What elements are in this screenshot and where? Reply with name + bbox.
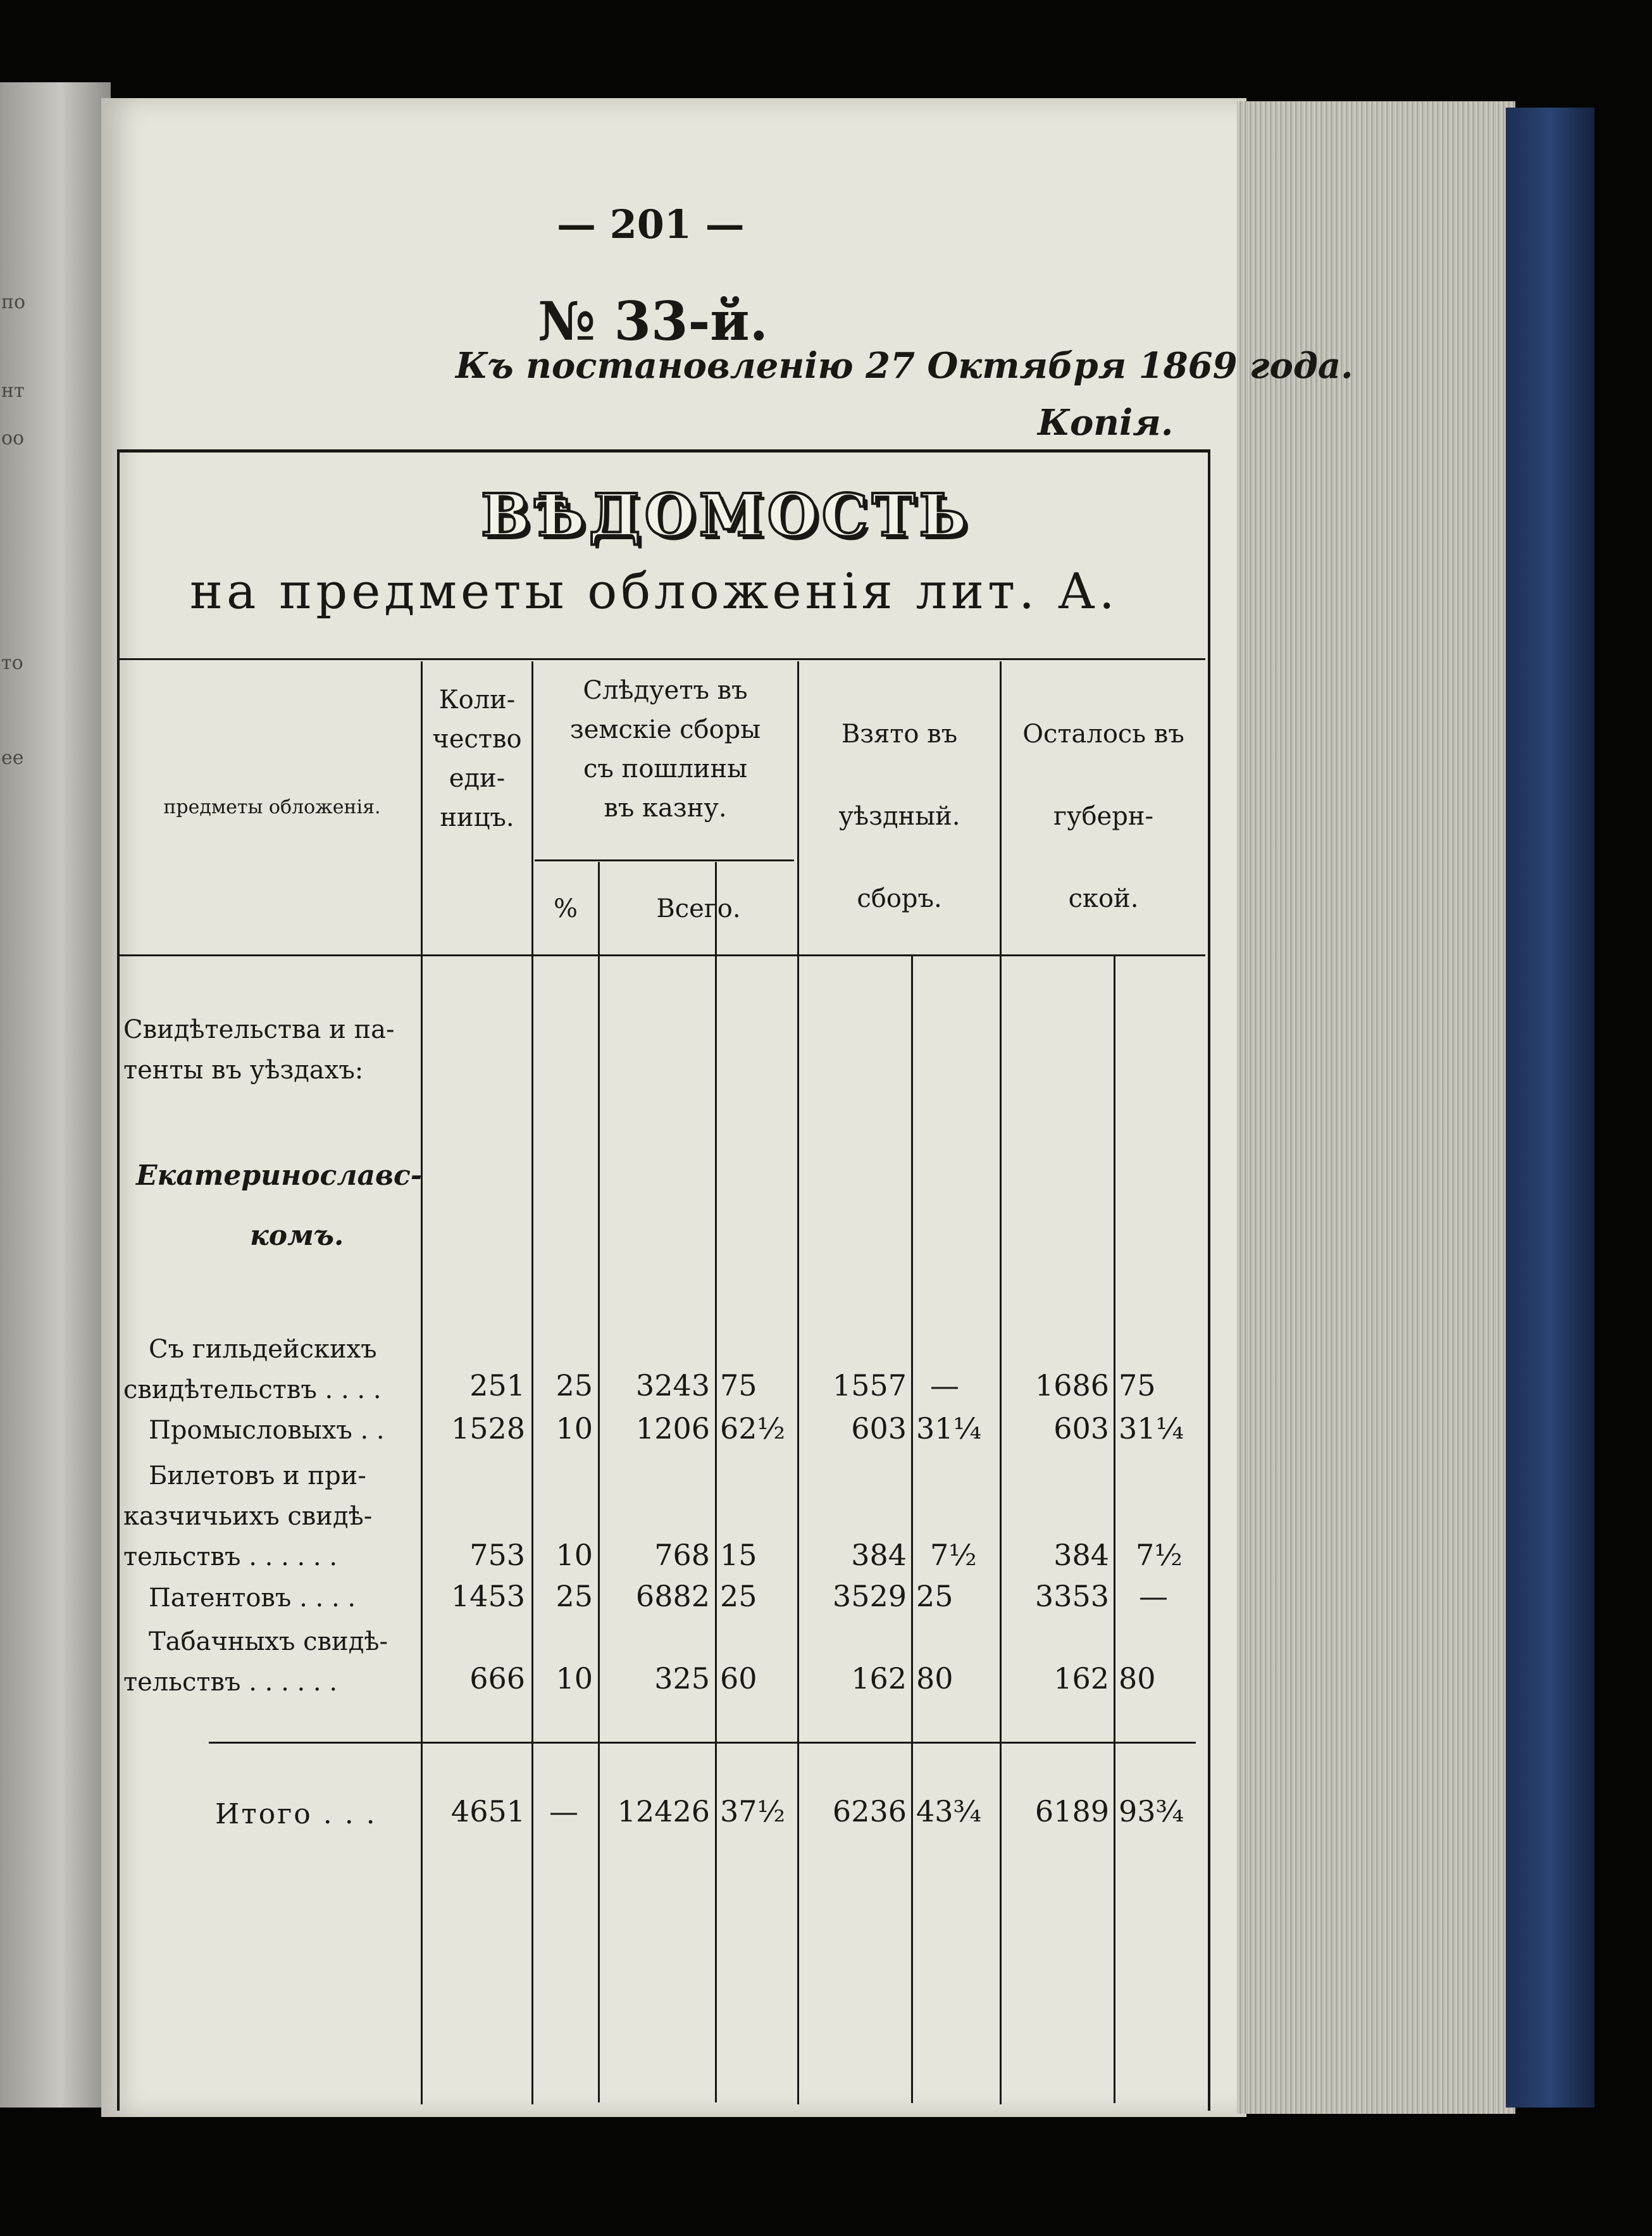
- header-total: Всего.: [656, 894, 741, 923]
- row-label-line: казчичьихъ свидѣ-: [123, 1502, 373, 1531]
- header-remaining: [1002, 693, 1205, 940]
- cell-total: 3243: [635, 1368, 710, 1402]
- cell-pct: 25: [556, 1579, 593, 1613]
- cell-total: 6882: [635, 1579, 710, 1613]
- header-quantity: [423, 680, 531, 837]
- total-taken-k: 43¾: [916, 1794, 982, 1828]
- header-quantity-line: чество: [432, 725, 522, 754]
- cell-qty: 1528: [450, 1411, 525, 1446]
- table-row-label: [123, 1621, 414, 1702]
- cell-pct: 10: [556, 1661, 593, 1696]
- cell-taken: 162: [851, 1661, 907, 1696]
- table-row-label: [149, 1410, 414, 1451]
- section-label-line: Свидѣтельства и па-: [123, 1015, 395, 1044]
- cell-rem: 384: [1053, 1538, 1109, 1572]
- cell-total: 1206: [635, 1411, 710, 1446]
- table-row-label: [123, 1456, 414, 1577]
- header-taken: [799, 693, 1000, 940]
- cell-total-k: 62½: [720, 1411, 786, 1446]
- row-label-line: тельствъ . . . . . .: [123, 1542, 338, 1571]
- header-due-line: съ пошлины: [583, 754, 748, 784]
- page-number: — 201 —: [557, 201, 745, 247]
- header-bottom-rule: [120, 954, 1205, 956]
- header-quantity-line: еди-: [449, 764, 506, 793]
- total-total-k: 37½: [720, 1794, 786, 1828]
- cell-total-k: 75: [720, 1368, 757, 1402]
- totals-label: Итого . . .: [215, 1798, 377, 1830]
- header-remaining-line: ской.: [1068, 884, 1139, 913]
- cell-taken-k: 80: [916, 1661, 953, 1696]
- document-subtitle-2: на предметы обложенія лит. А.: [190, 563, 1119, 620]
- cell-rem: 3353: [1034, 1579, 1109, 1613]
- cell-total-k: 15: [720, 1538, 757, 1572]
- header-top-rule: [120, 658, 1205, 660]
- copy-label: Копія.: [1038, 402, 1174, 444]
- sum-rule: [209, 1742, 1196, 1744]
- col-rule: [715, 862, 717, 2102]
- cell-rem-k: 7½: [1136, 1538, 1183, 1572]
- row-label-line: тельствъ . . . . . .: [123, 1668, 338, 1697]
- header-taken-line: уѣздный.: [838, 802, 960, 831]
- document-number: № 33-й.: [538, 290, 768, 353]
- cell-taken: 1557: [832, 1368, 907, 1402]
- document-subtitle: Къ постановленію 27 Октября 1869 года.: [456, 345, 1353, 387]
- header-due-line: Слѣдуетъ въ: [583, 676, 748, 705]
- total-total: 12426: [617, 1794, 710, 1828]
- cell-rem-k: 80: [1119, 1661, 1156, 1696]
- page-edges: [1237, 101, 1515, 2114]
- left-page-fragment: по: [1, 291, 26, 313]
- district-label-line: комъ.: [250, 1220, 344, 1252]
- cell-rem: 603: [1053, 1411, 1109, 1446]
- cell-qty: 1453: [450, 1579, 525, 1613]
- cell-taken-k: 31¼: [916, 1411, 982, 1446]
- cell-pct: 25: [556, 1368, 593, 1402]
- left-page-fragment: нт: [1, 380, 25, 402]
- row-label-line: Билетовъ и при-: [149, 1461, 366, 1490]
- cell-qty: 753: [469, 1538, 525, 1572]
- cell-taken: 384: [851, 1538, 907, 1572]
- total-taken: 6236: [832, 1794, 907, 1828]
- header-quantity-line: ницъ.: [440, 803, 514, 832]
- col-rule: [421, 661, 423, 2104]
- cell-pct: 10: [556, 1538, 593, 1572]
- cell-taken-k: 7½: [930, 1538, 977, 1572]
- col-rule: [1114, 954, 1115, 2103]
- cell-qty: 251: [469, 1368, 525, 1402]
- cell-rem: 162: [1053, 1661, 1109, 1696]
- header-due: [533, 671, 797, 828]
- col-rule: [598, 862, 600, 2102]
- header-due-line: въ казну.: [604, 794, 727, 823]
- total-rem-k: 93¾: [1119, 1794, 1184, 1828]
- cell-qty: 666: [469, 1661, 525, 1696]
- cell-total-k: 25: [720, 1579, 757, 1613]
- header-taken-line: Взято въ: [841, 720, 958, 749]
- document-title: ВѢДОМОСТЬ: [481, 481, 971, 549]
- cell-rem: 1686: [1034, 1368, 1109, 1402]
- cell-rem-k: —: [1139, 1579, 1168, 1613]
- district-label: [136, 1146, 422, 1266]
- row-label-line: свидѣтельствъ . . . .: [123, 1375, 382, 1404]
- row-label-line: Патентовъ . . . .: [149, 1583, 356, 1613]
- header-percent: %: [553, 894, 578, 923]
- total-qty: 4651: [450, 1794, 525, 1828]
- row-label-line: Табачныхъ свидѣ-: [149, 1627, 388, 1656]
- header-remaining-line: губерн-: [1053, 802, 1154, 831]
- row-label-line: Промысловыхъ . .: [149, 1416, 385, 1445]
- left-page-fragment: оо: [1, 427, 25, 449]
- cell-taken-k: 25: [916, 1579, 953, 1613]
- cell-taken-k: —: [930, 1368, 959, 1402]
- table-row-label: [149, 1578, 414, 1618]
- cell-total: 325: [654, 1661, 710, 1696]
- due-subheader-rule: [535, 859, 794, 861]
- col-rule: [911, 954, 913, 2103]
- col-rule: [531, 661, 533, 2104]
- header-subjects: предметы обложенія.: [163, 796, 381, 818]
- cell-rem-k: 31¼: [1119, 1411, 1184, 1446]
- total-rem: 6189: [1034, 1794, 1109, 1828]
- cell-total: 768: [654, 1538, 710, 1572]
- row-label-line: Съ гильдейскихъ: [149, 1335, 377, 1364]
- left-page-fragment: то: [1, 652, 23, 674]
- book-cover: [1506, 108, 1594, 2108]
- header-remaining-line: Осталось въ: [1022, 720, 1184, 749]
- left-page-fragment: ее: [1, 747, 24, 769]
- total-pct: —: [549, 1794, 578, 1828]
- header-due-line: земскіе сборы: [569, 715, 761, 744]
- cell-taken: 603: [851, 1411, 907, 1446]
- district-label-line: Екатеринославс-: [136, 1159, 423, 1192]
- cell-total-k: 60: [720, 1661, 757, 1696]
- left-page: [0, 82, 111, 2108]
- section-label-line: тенты въ уѣздахъ:: [123, 1056, 364, 1085]
- header-taken-line: сборъ.: [857, 884, 942, 913]
- table-row-label: [123, 1329, 414, 1410]
- cell-pct: 10: [556, 1411, 593, 1446]
- header-quantity-line: Коли-: [438, 685, 516, 715]
- section-label: [123, 1009, 395, 1090]
- cell-taken: 3529: [832, 1579, 907, 1613]
- cell-rem-k: 75: [1119, 1368, 1156, 1402]
